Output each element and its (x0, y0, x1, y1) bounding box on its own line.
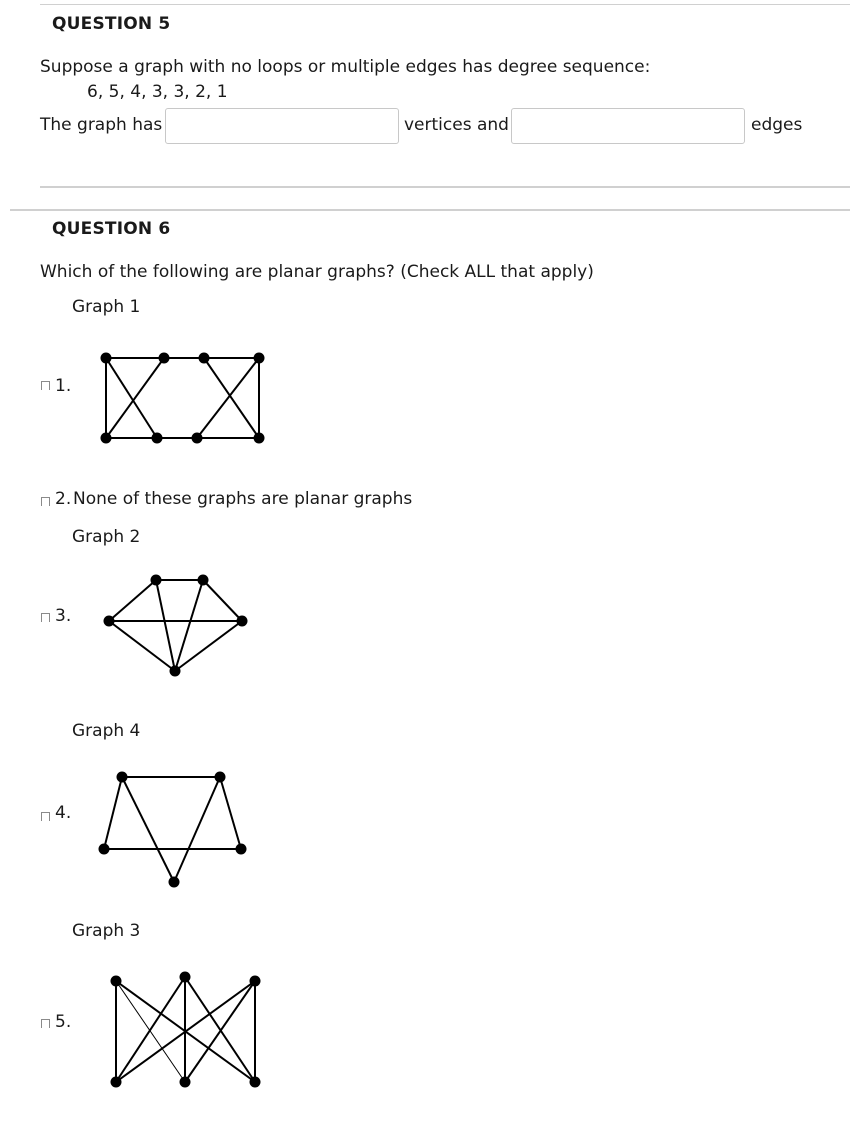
option-2-text: None of these graphs are planar graphs (73, 489, 413, 509)
question-6-title: QUESTION 6 (52, 219, 171, 239)
graph-3-caption: Graph 3 (72, 921, 141, 941)
option-3-label: 3. (55, 606, 72, 626)
graph-has-label: The graph has (40, 115, 163, 135)
option-4-checkbox[interactable] (41, 812, 50, 821)
edges-input[interactable] (511, 108, 745, 144)
graph-1-caption: Graph 1 (72, 297, 141, 317)
graph-4-diagram (95, 765, 255, 895)
option-1-checkbox[interactable] (41, 381, 50, 390)
question-6-top-divider (10, 209, 850, 211)
option-3-checkbox[interactable] (41, 613, 50, 622)
top-divider (40, 4, 850, 5)
question-6-prompt: Which of the following are planar graphs? (Check ALL that apply) (40, 262, 594, 282)
edges-label: edges (751, 115, 803, 135)
graph-4-caption: Graph 4 (72, 721, 141, 741)
option-4-label: 4. (55, 803, 72, 823)
option-5-label: 5. (55, 1012, 72, 1032)
graph-1-diagram (95, 345, 275, 450)
graph-2-diagram (95, 568, 255, 683)
option-2-checkbox[interactable] (41, 497, 50, 506)
option-5-checkbox[interactable] (41, 1019, 50, 1028)
question-5-title: QUESTION 5 (52, 14, 171, 34)
degree-sequence: 6, 5, 4, 3, 3, 2, 1 (87, 82, 228, 102)
vertices-and-label: vertices and (404, 115, 509, 135)
option-2-label: 2. (55, 489, 72, 509)
question-5-prompt: Suppose a graph with no loops or multiple edges has degree sequence: (40, 57, 651, 77)
question-5-bottom-divider (40, 186, 850, 188)
graph-3-diagram (105, 965, 270, 1095)
graph-2-caption: Graph 2 (72, 527, 141, 547)
vertices-input[interactable] (165, 108, 399, 144)
option-1-label: 1. (55, 376, 72, 396)
